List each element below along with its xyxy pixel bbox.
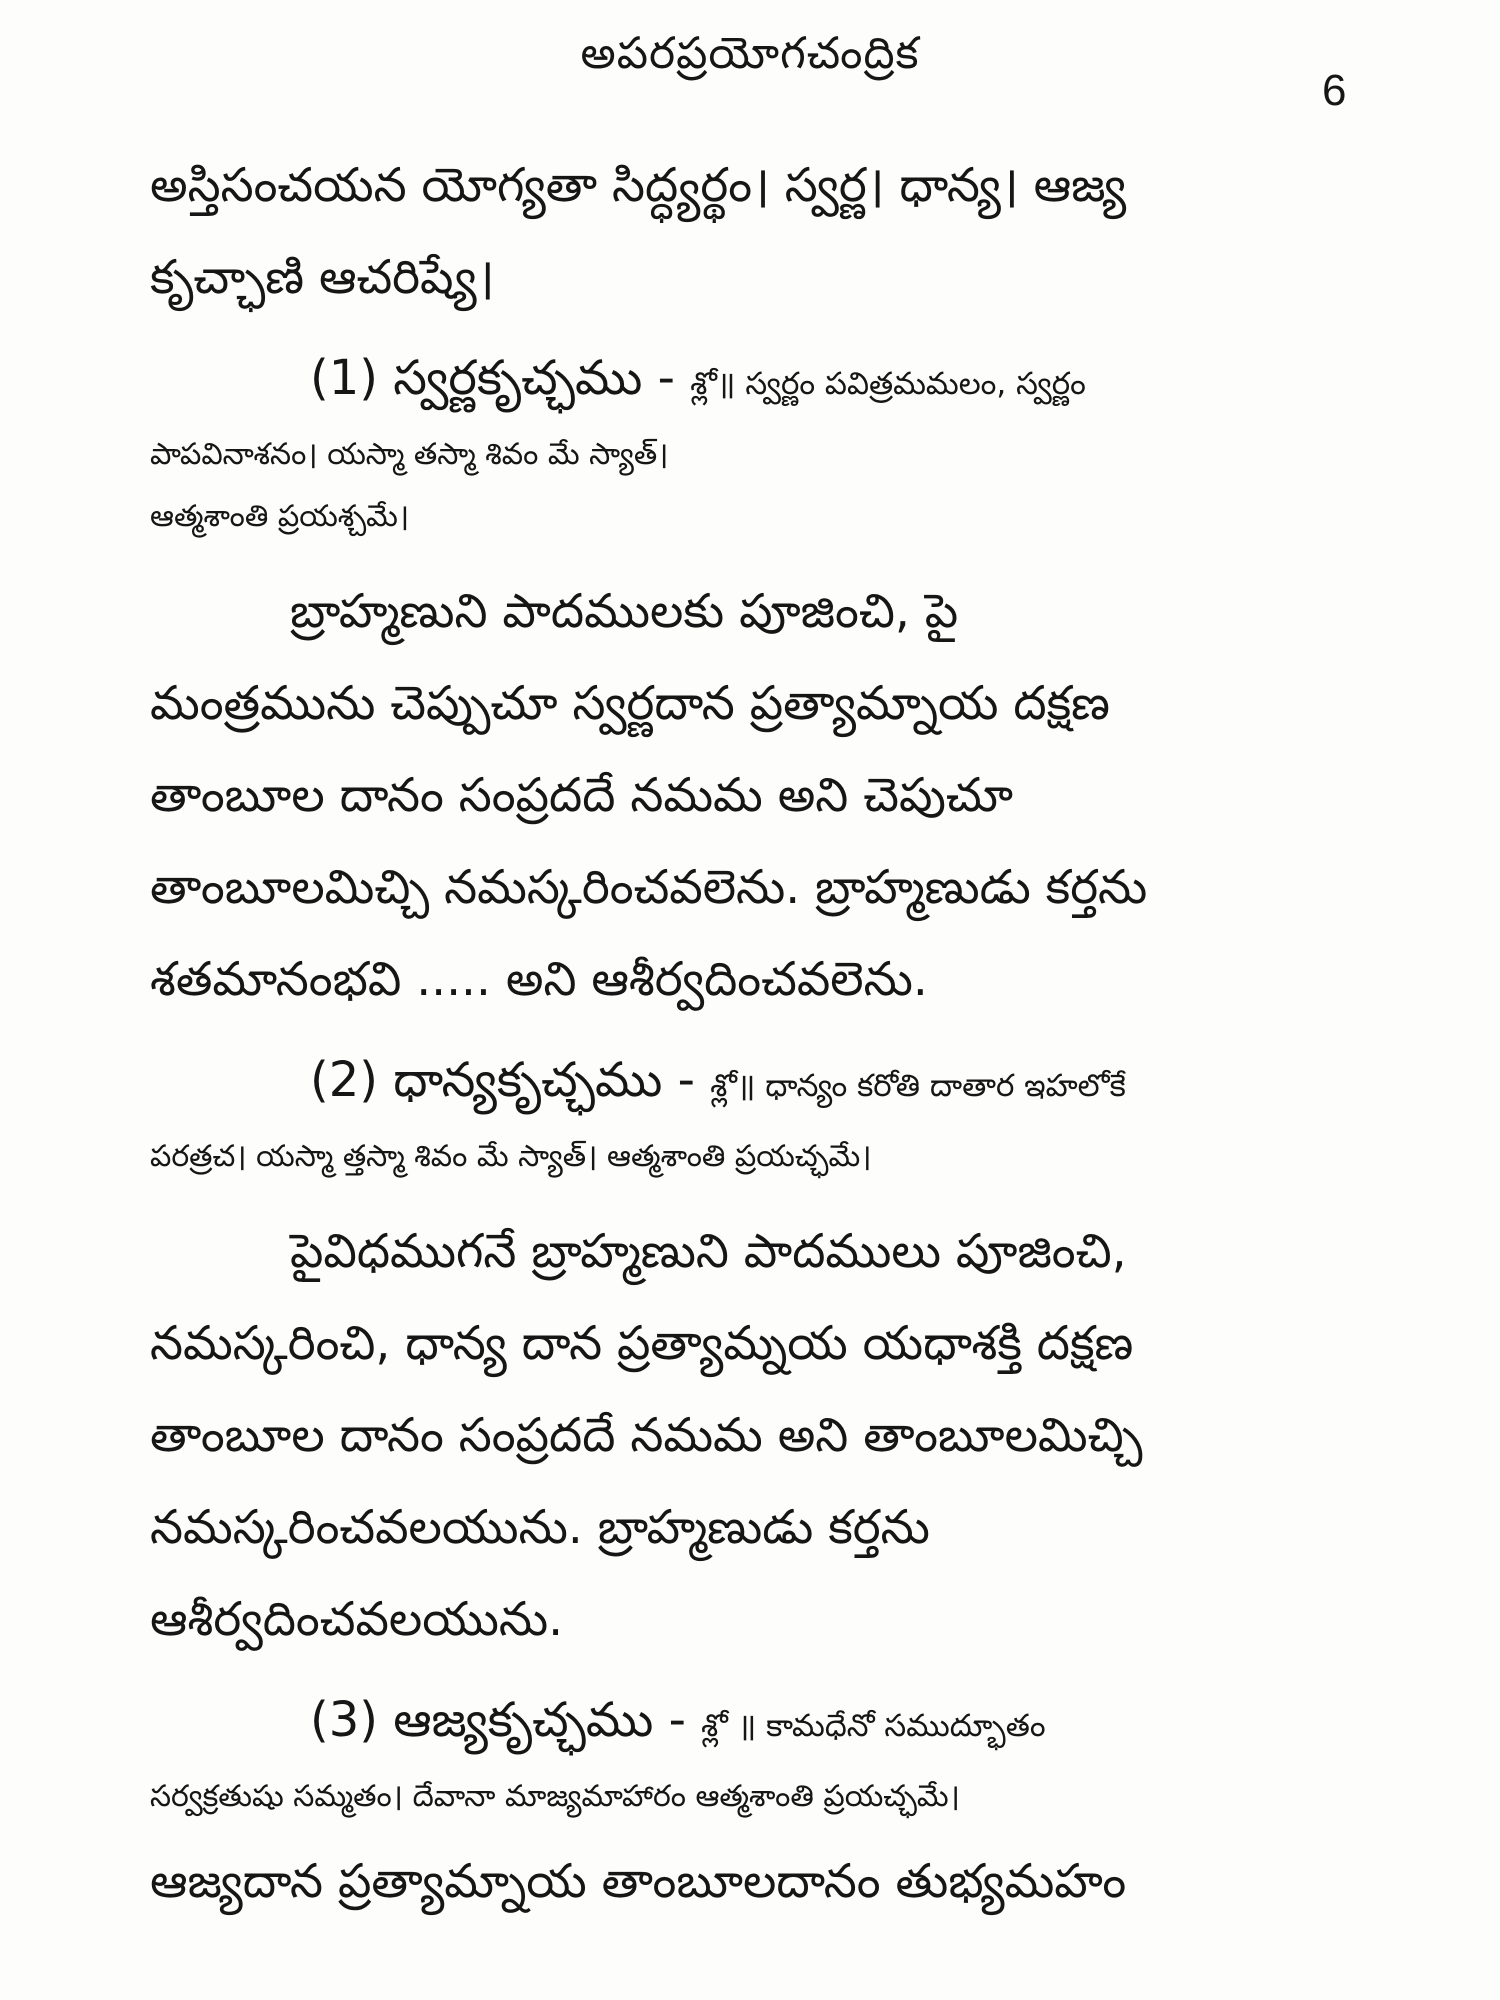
- intro-line: కృచ్ఛాణి ఆచరిష్యే।: [150, 250, 495, 305]
- paragraph-line: నమస్కరించవలయును. బ్రాహ్మణుడు కర్తను: [150, 1500, 930, 1555]
- section-heading-ajya: [150, 1674, 1390, 1766]
- section-heading-swarna: [150, 332, 1390, 424]
- sloka-line: ఆత్మశాంతి ప్రయశ్చమే।: [150, 499, 410, 534]
- paragraph-line: తాంబూల దానం సంప్రదదే నమమ అని చెపుచూ: [150, 768, 1013, 823]
- paragraph-line: మంత్రమును చెప్పుచూ స్వర్ణదాన ప్రత్యామ్నాయ దక్షణ: [150, 676, 1110, 731]
- intro-line: అస్తిసంచయన యోగ్యతా సిద్ధ్యర్థం। స్వర్ణ। ధాన్య। ఆజ్య: [150, 158, 1127, 213]
- paragraph-line: తాంబూలమిచ్చి నమస్కరించవలెను. బ్రాహ్మణుడు కర్తను: [150, 860, 1148, 915]
- page-number: 6: [1322, 66, 1347, 115]
- paragraph-line: ఆశీర్వదించవలయును.: [150, 1592, 564, 1647]
- section-heading-text: (2) ధాన్యకృచ్ఛము -: [310, 1052, 695, 1108]
- paragraph-line: బ్రాహ్మణుని పాదములకు పూజించి, పై: [290, 584, 959, 639]
- section-heading-dhanya: [150, 1034, 1390, 1126]
- page-header-title: అపరప్రయోగచంద్రిక: [580, 28, 920, 79]
- sloka-start: శ్లో॥ ధాన్యం కరోతి దాతార ఇహలోకే: [710, 1068, 1126, 1104]
- paragraph-line: ఆజ్యదాన ప్రత్యామ్నాయ తాంబూలదానం తుభ్యమహం: [150, 1854, 1127, 1909]
- section-heading-text: (3) ఆజ్యకృచ్ఛము -: [310, 1692, 686, 1748]
- paragraph-line: తాంబూల దానం సంప్రదదే నమమ అని తాంబూలమిచ్చి: [150, 1408, 1143, 1463]
- body-text: [150, 140, 1390, 1928]
- sloka-start: శ్లో॥ స్వర్ణం పవిత్రమమలం, స్వర్ణం: [690, 366, 1086, 402]
- paragraph-line: పైవిధముగనే బ్రాహ్మణుని పాదములు పూజించి,: [290, 1224, 1127, 1279]
- paragraph-line: శతమానంభవి ..... అని ఆశీర్వదించవలెను.: [150, 952, 928, 1007]
- sloka-line: పాపవినాశనం। యస్మా తస్మా శివం మే స్యాత్।: [150, 437, 669, 472]
- sloka-line: సర్వక్రతుషు సమ్మతం। దేవానా మాజ్యమాహారం ఆత్మశాంతి ప్రయచ్ఛమే।: [150, 1779, 961, 1814]
- sloka-line: పరత్రచ। యస్మా త్తస్మా శివం మే స్యాత్। ఆత్మశాంతి ప్రయచ్ఛమే।: [150, 1139, 872, 1174]
- sloka-start: శ్లో ॥ కామధేనో సముద్భూతం: [701, 1708, 1046, 1744]
- section-heading-text: (1) స్వర్ణకృచ్ఛము -: [310, 350, 675, 406]
- paragraph-line: నమస్కరించి, ధాన్య దాన ప్రత్యామ్నయ యధాశక్తి దక్షణ: [150, 1316, 1134, 1371]
